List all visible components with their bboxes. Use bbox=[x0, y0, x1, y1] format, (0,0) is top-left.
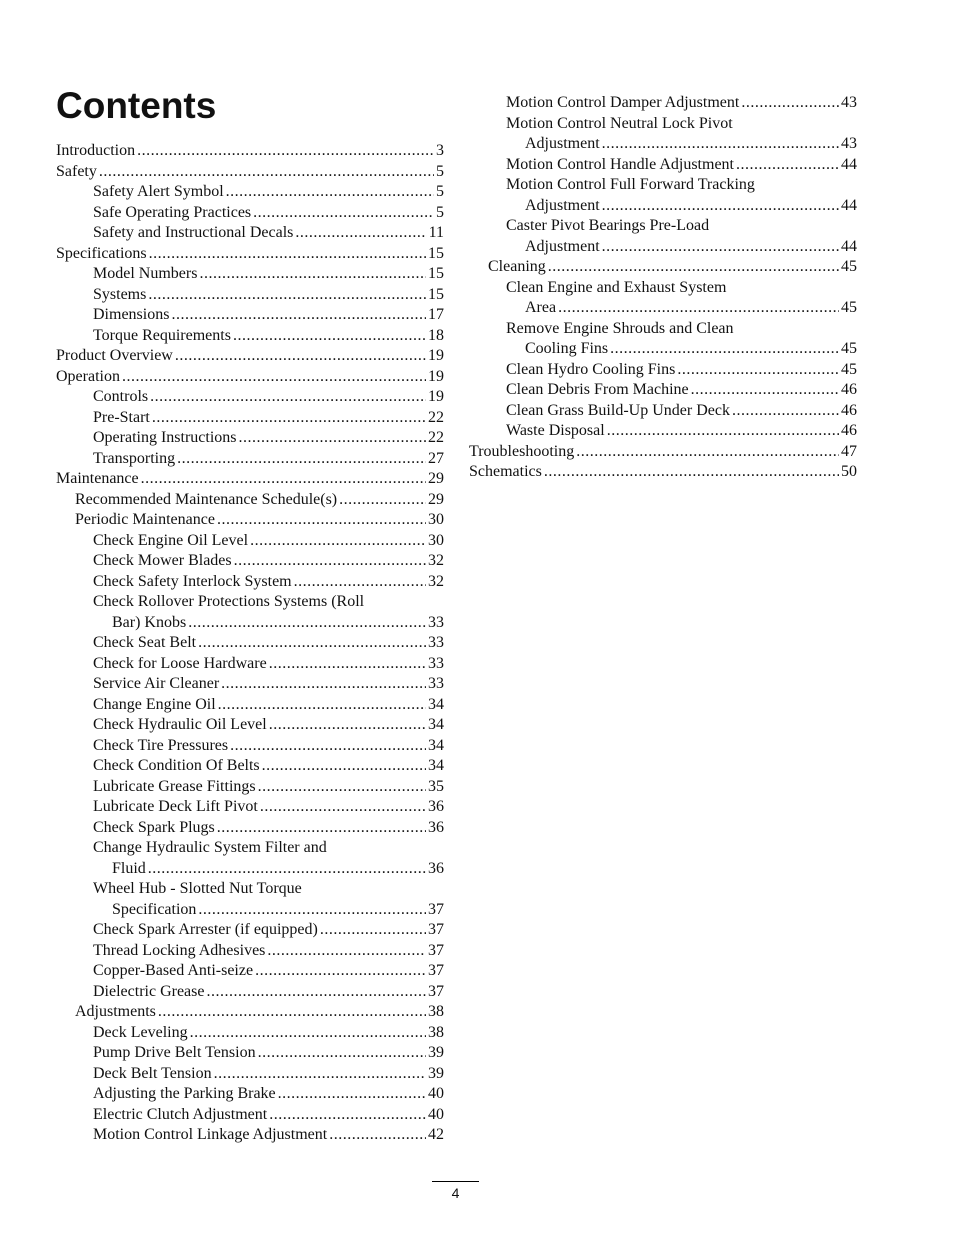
toc-entry-title: Clean Grass Build-Up Under Deck bbox=[506, 401, 730, 419]
toc-entry[interactable] bbox=[56, 285, 444, 306]
toc-entry-page: 45 bbox=[841, 258, 857, 275]
toc-entry-page: 38 bbox=[428, 1003, 444, 1020]
toc-entry-page: 43 bbox=[841, 94, 857, 111]
toc-entry-page: 34 bbox=[428, 757, 444, 774]
toc-entry-line[interactable]: Caster Pivot Bearings Pre-Load bbox=[506, 217, 710, 234]
dot-leader bbox=[602, 237, 839, 258]
toc-entry-title: Check for Loose Hardware bbox=[93, 654, 267, 672]
toc-entry-title: Dielectric Grease bbox=[93, 982, 205, 1000]
dot-leader bbox=[150, 387, 426, 408]
dot-leader bbox=[218, 695, 426, 716]
toc-entry-line[interactable]: Clean Engine and Exhaust System bbox=[506, 278, 727, 296]
toc-entry-title: Fluid bbox=[112, 859, 146, 877]
toc-entry[interactable] bbox=[56, 1125, 444, 1146]
toc-entry-title: Transporting bbox=[93, 449, 176, 467]
toc-entry[interactable] bbox=[469, 339, 857, 360]
dot-leader bbox=[217, 510, 426, 531]
toc-entry[interactable] bbox=[56, 1064, 444, 1085]
dot-leader bbox=[548, 257, 839, 278]
toc-entry-title: Recommended Maintenance Schedule(s) bbox=[75, 490, 338, 508]
toc-entry-page: 11 bbox=[428, 224, 444, 241]
toc-entry-line[interactable]: Check Rollover Protections Systems (Roll bbox=[93, 593, 365, 610]
toc-entry[interactable] bbox=[56, 1002, 444, 1023]
dot-leader bbox=[339, 490, 426, 511]
toc-entry[interactable] bbox=[469, 298, 857, 319]
dot-leader bbox=[269, 1105, 426, 1126]
toc-entry-title: Check Spark Arrester (if equipped) bbox=[93, 921, 318, 938]
toc-entry-title: Clean Debris From Machine bbox=[506, 381, 689, 398]
toc-entry[interactable] bbox=[469, 257, 857, 278]
toc-entry-line[interactable]: Motion Control Full Forward Tracking bbox=[506, 176, 755, 193]
toc-entry-page: 43 bbox=[841, 135, 857, 152]
toc-entry-page: 33 bbox=[428, 613, 444, 631]
dot-leader bbox=[148, 285, 426, 306]
toc-entry-page: 36 bbox=[428, 818, 444, 836]
toc-entry[interactable] bbox=[56, 797, 444, 818]
toc-entry-page: 22 bbox=[428, 408, 444, 426]
toc-entry[interactable] bbox=[469, 93, 857, 114]
toc-entry-page: 46 bbox=[841, 381, 857, 398]
dot-leader bbox=[99, 162, 434, 183]
toc-entry-page: 15 bbox=[428, 285, 444, 303]
toc-entry[interactable] bbox=[56, 367, 444, 388]
dot-leader bbox=[258, 1043, 426, 1064]
toc-entry-page: 33 bbox=[428, 634, 444, 651]
toc-entry-title: Operation bbox=[56, 367, 120, 385]
toc-entry-page: 22 bbox=[428, 429, 444, 446]
footer-rule bbox=[432, 1181, 479, 1182]
toc-entry[interactable] bbox=[56, 223, 444, 244]
toc-column-right bbox=[469, 93, 857, 483]
toc-entry[interactable] bbox=[56, 613, 444, 634]
toc-entry-title: Adjustments bbox=[75, 1003, 156, 1020]
dot-leader bbox=[234, 551, 426, 572]
dot-leader bbox=[190, 1023, 426, 1044]
toc-entry-title: Pump Drive Belt Tension bbox=[93, 1044, 256, 1061]
dot-leader bbox=[149, 244, 426, 265]
toc-column-left bbox=[56, 141, 444, 1146]
dot-leader bbox=[214, 1064, 426, 1085]
toc-entry-page: 36 bbox=[428, 798, 444, 815]
toc-entry[interactable] bbox=[56, 1023, 444, 1044]
toc-entry[interactable] bbox=[56, 859, 444, 880]
dot-leader bbox=[691, 380, 839, 401]
toc-entry-page: 40 bbox=[428, 1105, 444, 1123]
dot-leader bbox=[255, 961, 426, 982]
toc-entry-line[interactable]: Change Hydraulic System Filter and bbox=[93, 839, 327, 856]
toc-entry-title: Check Mower Blades bbox=[93, 552, 232, 569]
toc-entry-title: Specifications bbox=[56, 244, 147, 262]
toc-entry-title: Electric Clutch Adjustment bbox=[93, 1105, 268, 1123]
dot-leader bbox=[198, 900, 426, 921]
toc-entry[interactable] bbox=[56, 572, 444, 593]
toc-entry[interactable] bbox=[469, 421, 857, 442]
toc-entry-title: Check Condition Of Belts bbox=[93, 757, 260, 774]
toc-entry[interactable] bbox=[56, 920, 444, 941]
dot-leader bbox=[576, 442, 839, 463]
dot-leader bbox=[141, 469, 426, 490]
dot-leader bbox=[558, 298, 839, 319]
dot-leader bbox=[607, 421, 839, 442]
toc-entry-page: 37 bbox=[428, 900, 444, 918]
dot-leader bbox=[258, 777, 426, 798]
dot-leader bbox=[199, 264, 426, 285]
toc-entry-title: Operating Instructions bbox=[93, 429, 237, 446]
toc-entry-page: 5 bbox=[436, 203, 444, 221]
toc-entry-title: Cooling Fins bbox=[525, 340, 609, 357]
toc-entry[interactable] bbox=[56, 736, 444, 757]
toc-entry[interactable] bbox=[56, 469, 444, 490]
toc-entry[interactable] bbox=[56, 182, 444, 203]
toc-entry-page: 44 bbox=[841, 155, 857, 173]
toc-entry-page: 17 bbox=[428, 306, 444, 323]
dot-leader bbox=[269, 715, 426, 736]
toc-entry[interactable] bbox=[56, 961, 444, 982]
dot-leader bbox=[329, 1125, 426, 1146]
toc-entry-page: 39 bbox=[428, 1064, 444, 1082]
dot-leader bbox=[295, 223, 426, 244]
toc-entry-page: 45 bbox=[841, 340, 857, 357]
toc-entry-title: Troubleshooting bbox=[469, 442, 575, 460]
toc-entry-title: Specification bbox=[112, 900, 197, 918]
toc-entry[interactable] bbox=[56, 510, 444, 531]
toc-entry-page: 36 bbox=[428, 859, 444, 877]
toc-entry-page: 46 bbox=[841, 422, 857, 439]
dot-leader bbox=[602, 196, 839, 217]
dot-leader bbox=[732, 401, 839, 422]
toc-entry-page: 33 bbox=[428, 654, 444, 672]
toc-entry-title: Check Seat Belt bbox=[93, 634, 197, 651]
toc-entry-title: Adjusting the Parking Brake bbox=[93, 1085, 276, 1102]
toc-entry[interactable] bbox=[56, 162, 444, 183]
dot-leader bbox=[122, 367, 426, 388]
dot-leader bbox=[198, 633, 426, 654]
toc-entry-page: 30 bbox=[428, 511, 444, 528]
toc-entry-line[interactable]: Motion Control Neutral Lock Pivot bbox=[506, 114, 733, 132]
toc-entry[interactable] bbox=[56, 244, 444, 265]
toc-entry-page: 46 bbox=[841, 401, 857, 419]
toc-entry[interactable] bbox=[56, 818, 444, 839]
toc-entry-title: Copper-Based Anti-seize bbox=[93, 962, 254, 979]
toc-entry-title: Lubricate Grease Fittings bbox=[93, 777, 256, 795]
toc-entry[interactable] bbox=[56, 1105, 444, 1126]
dot-leader bbox=[320, 920, 426, 941]
dot-leader bbox=[230, 736, 426, 757]
toc-entry-title: Motion Control Handle Adjustment bbox=[506, 155, 734, 173]
dot-leader bbox=[294, 572, 426, 593]
dot-leader bbox=[736, 155, 839, 176]
toc-entry-title: Motion Control Linkage Adjustment bbox=[93, 1126, 328, 1143]
toc-entry-title: Check Tire Pressures bbox=[93, 736, 229, 754]
toc-entry-title: Safe Operating Practices bbox=[93, 203, 252, 221]
toc-entry[interactable] bbox=[56, 674, 444, 695]
toc-entry-title: Bar) Knobs bbox=[112, 613, 187, 631]
toc-entry[interactable] bbox=[469, 237, 857, 258]
toc-entry-title: Cleaning bbox=[488, 258, 546, 275]
toc-entry-title: Introduction bbox=[56, 142, 136, 159]
dot-leader bbox=[217, 818, 426, 839]
toc-entry[interactable] bbox=[56, 387, 444, 408]
page-number: 4 bbox=[451, 1185, 460, 1201]
toc-entry-page: 5 bbox=[436, 162, 444, 180]
toc-entry-page: 45 bbox=[841, 299, 857, 316]
toc-entry[interactable] bbox=[56, 1043, 444, 1064]
toc-entry-page: 15 bbox=[428, 265, 444, 282]
toc-entry-title: Clean Hydro Cooling Fins bbox=[506, 360, 676, 378]
toc-entry-page: 19 bbox=[428, 388, 444, 405]
toc-entry-page: 50 bbox=[841, 463, 857, 480]
toc-entry-page: 40 bbox=[428, 1085, 444, 1102]
dot-leader bbox=[262, 756, 426, 777]
toc-entry-line[interactable]: Wheel Hub - Slotted Nut Torque bbox=[93, 880, 302, 897]
toc-entry-title: Controls bbox=[93, 388, 149, 405]
toc-entry-title: Model Numbers bbox=[93, 265, 198, 282]
toc-entry-title: Service Air Cleaner bbox=[93, 675, 220, 692]
dot-leader bbox=[152, 408, 426, 429]
dot-leader bbox=[175, 346, 426, 367]
toc-entry[interactable] bbox=[469, 134, 857, 155]
toc-entry-title: Waste Disposal bbox=[506, 422, 605, 439]
toc-entry-title: Area bbox=[525, 299, 557, 316]
toc-entry-page: 37 bbox=[428, 962, 444, 979]
toc-entry-page: 5 bbox=[436, 183, 444, 200]
toc-entry[interactable] bbox=[56, 203, 444, 224]
toc-entry[interactable] bbox=[56, 141, 444, 162]
toc-entry-title: Periodic Maintenance bbox=[75, 511, 215, 528]
toc-entry-title: Dimensions bbox=[93, 306, 170, 323]
toc-entry-title: Systems bbox=[93, 285, 147, 303]
dot-leader bbox=[206, 982, 426, 1003]
toc-entry[interactable] bbox=[56, 264, 444, 285]
dot-leader bbox=[677, 360, 839, 381]
dot-leader bbox=[221, 674, 426, 695]
dot-leader bbox=[250, 531, 426, 552]
dot-leader bbox=[148, 859, 426, 880]
dot-leader bbox=[253, 203, 434, 224]
toc-entry-page: 32 bbox=[428, 572, 444, 590]
toc-entry[interactable] bbox=[469, 442, 857, 463]
toc-entry-page: 33 bbox=[428, 675, 444, 692]
toc-entry-title: Safety and Instructional Decals bbox=[93, 224, 294, 241]
toc-entry-title: Safety bbox=[56, 162, 97, 180]
toc-entry[interactable] bbox=[469, 462, 857, 483]
toc-entry[interactable] bbox=[56, 633, 444, 654]
toc-entry-title: Torque Requirements bbox=[93, 326, 231, 344]
toc-entry-page: 39 bbox=[428, 1044, 444, 1061]
toc-entry-title: Lubricate Deck Lift Pivot bbox=[93, 798, 258, 815]
toc-entry-title: Schematics bbox=[469, 463, 542, 480]
toc-entry[interactable] bbox=[56, 695, 444, 716]
toc-entry-title: Deck Belt Tension bbox=[93, 1064, 212, 1082]
toc-entry[interactable] bbox=[469, 401, 857, 422]
toc-entry-page: 29 bbox=[428, 470, 444, 487]
toc-entry[interactable] bbox=[56, 305, 444, 326]
toc-entry[interactable] bbox=[56, 346, 444, 367]
toc-entry-line[interactable]: Remove Engine Shrouds and Clean bbox=[506, 319, 734, 337]
toc-entry-title: Safety Alert Symbol bbox=[93, 183, 224, 200]
toc-entry-page: 37 bbox=[428, 921, 444, 938]
toc-entry-title: Adjustment bbox=[525, 135, 600, 152]
dot-leader bbox=[260, 797, 426, 818]
toc-entry-page: 35 bbox=[428, 777, 444, 795]
toc-entry-page: 18 bbox=[428, 326, 444, 344]
toc-entry-title: Maintenance bbox=[56, 470, 139, 487]
toc-entry-page: 19 bbox=[428, 347, 444, 364]
toc-entry-page: 34 bbox=[428, 695, 444, 713]
toc-entry[interactable] bbox=[56, 654, 444, 675]
dot-leader bbox=[239, 428, 426, 449]
dot-leader bbox=[188, 613, 426, 634]
toc-entry[interactable] bbox=[56, 490, 444, 511]
toc-entry-page: 37 bbox=[428, 941, 444, 959]
toc-entry[interactable] bbox=[56, 900, 444, 921]
dot-leader bbox=[171, 305, 426, 326]
toc-entry[interactable] bbox=[469, 380, 857, 401]
toc-entry[interactable] bbox=[56, 1084, 444, 1105]
dot-leader bbox=[278, 1084, 426, 1105]
toc-entry[interactable] bbox=[56, 326, 444, 347]
toc-entry-title: Check Hydraulic Oil Level bbox=[93, 716, 267, 733]
toc-entry-title: Adjustment bbox=[525, 196, 600, 214]
toc-entry[interactable] bbox=[56, 551, 444, 572]
dot-leader bbox=[267, 941, 426, 962]
dot-leader bbox=[602, 134, 839, 155]
dot-leader bbox=[137, 141, 434, 162]
toc-entry-page: 3 bbox=[436, 142, 444, 159]
toc-entry-page: 42 bbox=[428, 1126, 444, 1143]
dot-leader bbox=[177, 449, 426, 470]
toc-entry[interactable] bbox=[56, 982, 444, 1003]
dot-leader bbox=[544, 462, 839, 483]
toc-entry-title: Deck Leveling bbox=[93, 1023, 188, 1041]
toc-entry-page: 47 bbox=[841, 442, 857, 460]
toc-entry[interactable] bbox=[56, 777, 444, 798]
toc-entry-page: 45 bbox=[841, 360, 857, 378]
dot-leader bbox=[226, 182, 434, 203]
toc-entry[interactable] bbox=[469, 155, 857, 176]
toc-entry-title: Pre-Start bbox=[93, 408, 150, 426]
toc-entry[interactable] bbox=[56, 408, 444, 429]
toc-entry-page: 29 bbox=[428, 490, 444, 508]
toc-entry-title: Check Engine Oil Level bbox=[93, 531, 249, 549]
toc-entry-page: 34 bbox=[428, 736, 444, 754]
toc-entry-page: 37 bbox=[428, 982, 444, 1000]
dot-leader bbox=[269, 654, 426, 675]
toc-entry-page: 27 bbox=[428, 449, 444, 467]
toc-entry[interactable] bbox=[56, 756, 444, 777]
page-title: Contents bbox=[56, 85, 217, 126]
toc-entry-title: Thread Locking Adhesives bbox=[93, 941, 266, 959]
toc-entry[interactable] bbox=[56, 449, 444, 470]
toc-entry-page: 44 bbox=[841, 237, 857, 255]
toc-entry-title: Motion Control Damper Adjustment bbox=[506, 94, 740, 111]
toc-entry-title: Product Overview bbox=[56, 347, 173, 364]
toc-entry[interactable] bbox=[56, 428, 444, 449]
toc-entry[interactable] bbox=[56, 531, 444, 552]
toc-entry-page: 34 bbox=[428, 716, 444, 733]
dot-leader bbox=[233, 326, 426, 347]
toc-entry-page: 19 bbox=[428, 367, 444, 385]
toc-entry[interactable] bbox=[56, 941, 444, 962]
toc-entry-page: 30 bbox=[428, 531, 444, 549]
toc-entry-title: Check Spark Plugs bbox=[93, 818, 215, 836]
toc-entry-title: Adjustment bbox=[525, 237, 600, 255]
dot-leader bbox=[158, 1002, 426, 1023]
toc-entry-page: 44 bbox=[841, 196, 857, 214]
toc-entry[interactable] bbox=[469, 360, 857, 381]
toc-entry-page: 38 bbox=[428, 1023, 444, 1041]
toc-entry-page: 15 bbox=[428, 244, 444, 262]
toc-entry-title: Change Engine Oil bbox=[93, 695, 216, 713]
toc-entry-page: 32 bbox=[428, 552, 444, 569]
dot-leader bbox=[741, 93, 839, 114]
toc-entry[interactable] bbox=[469, 196, 857, 217]
toc-entry-title: Check Safety Interlock System bbox=[93, 572, 292, 590]
toc-entry[interactable] bbox=[56, 715, 444, 736]
dot-leader bbox=[610, 339, 839, 360]
